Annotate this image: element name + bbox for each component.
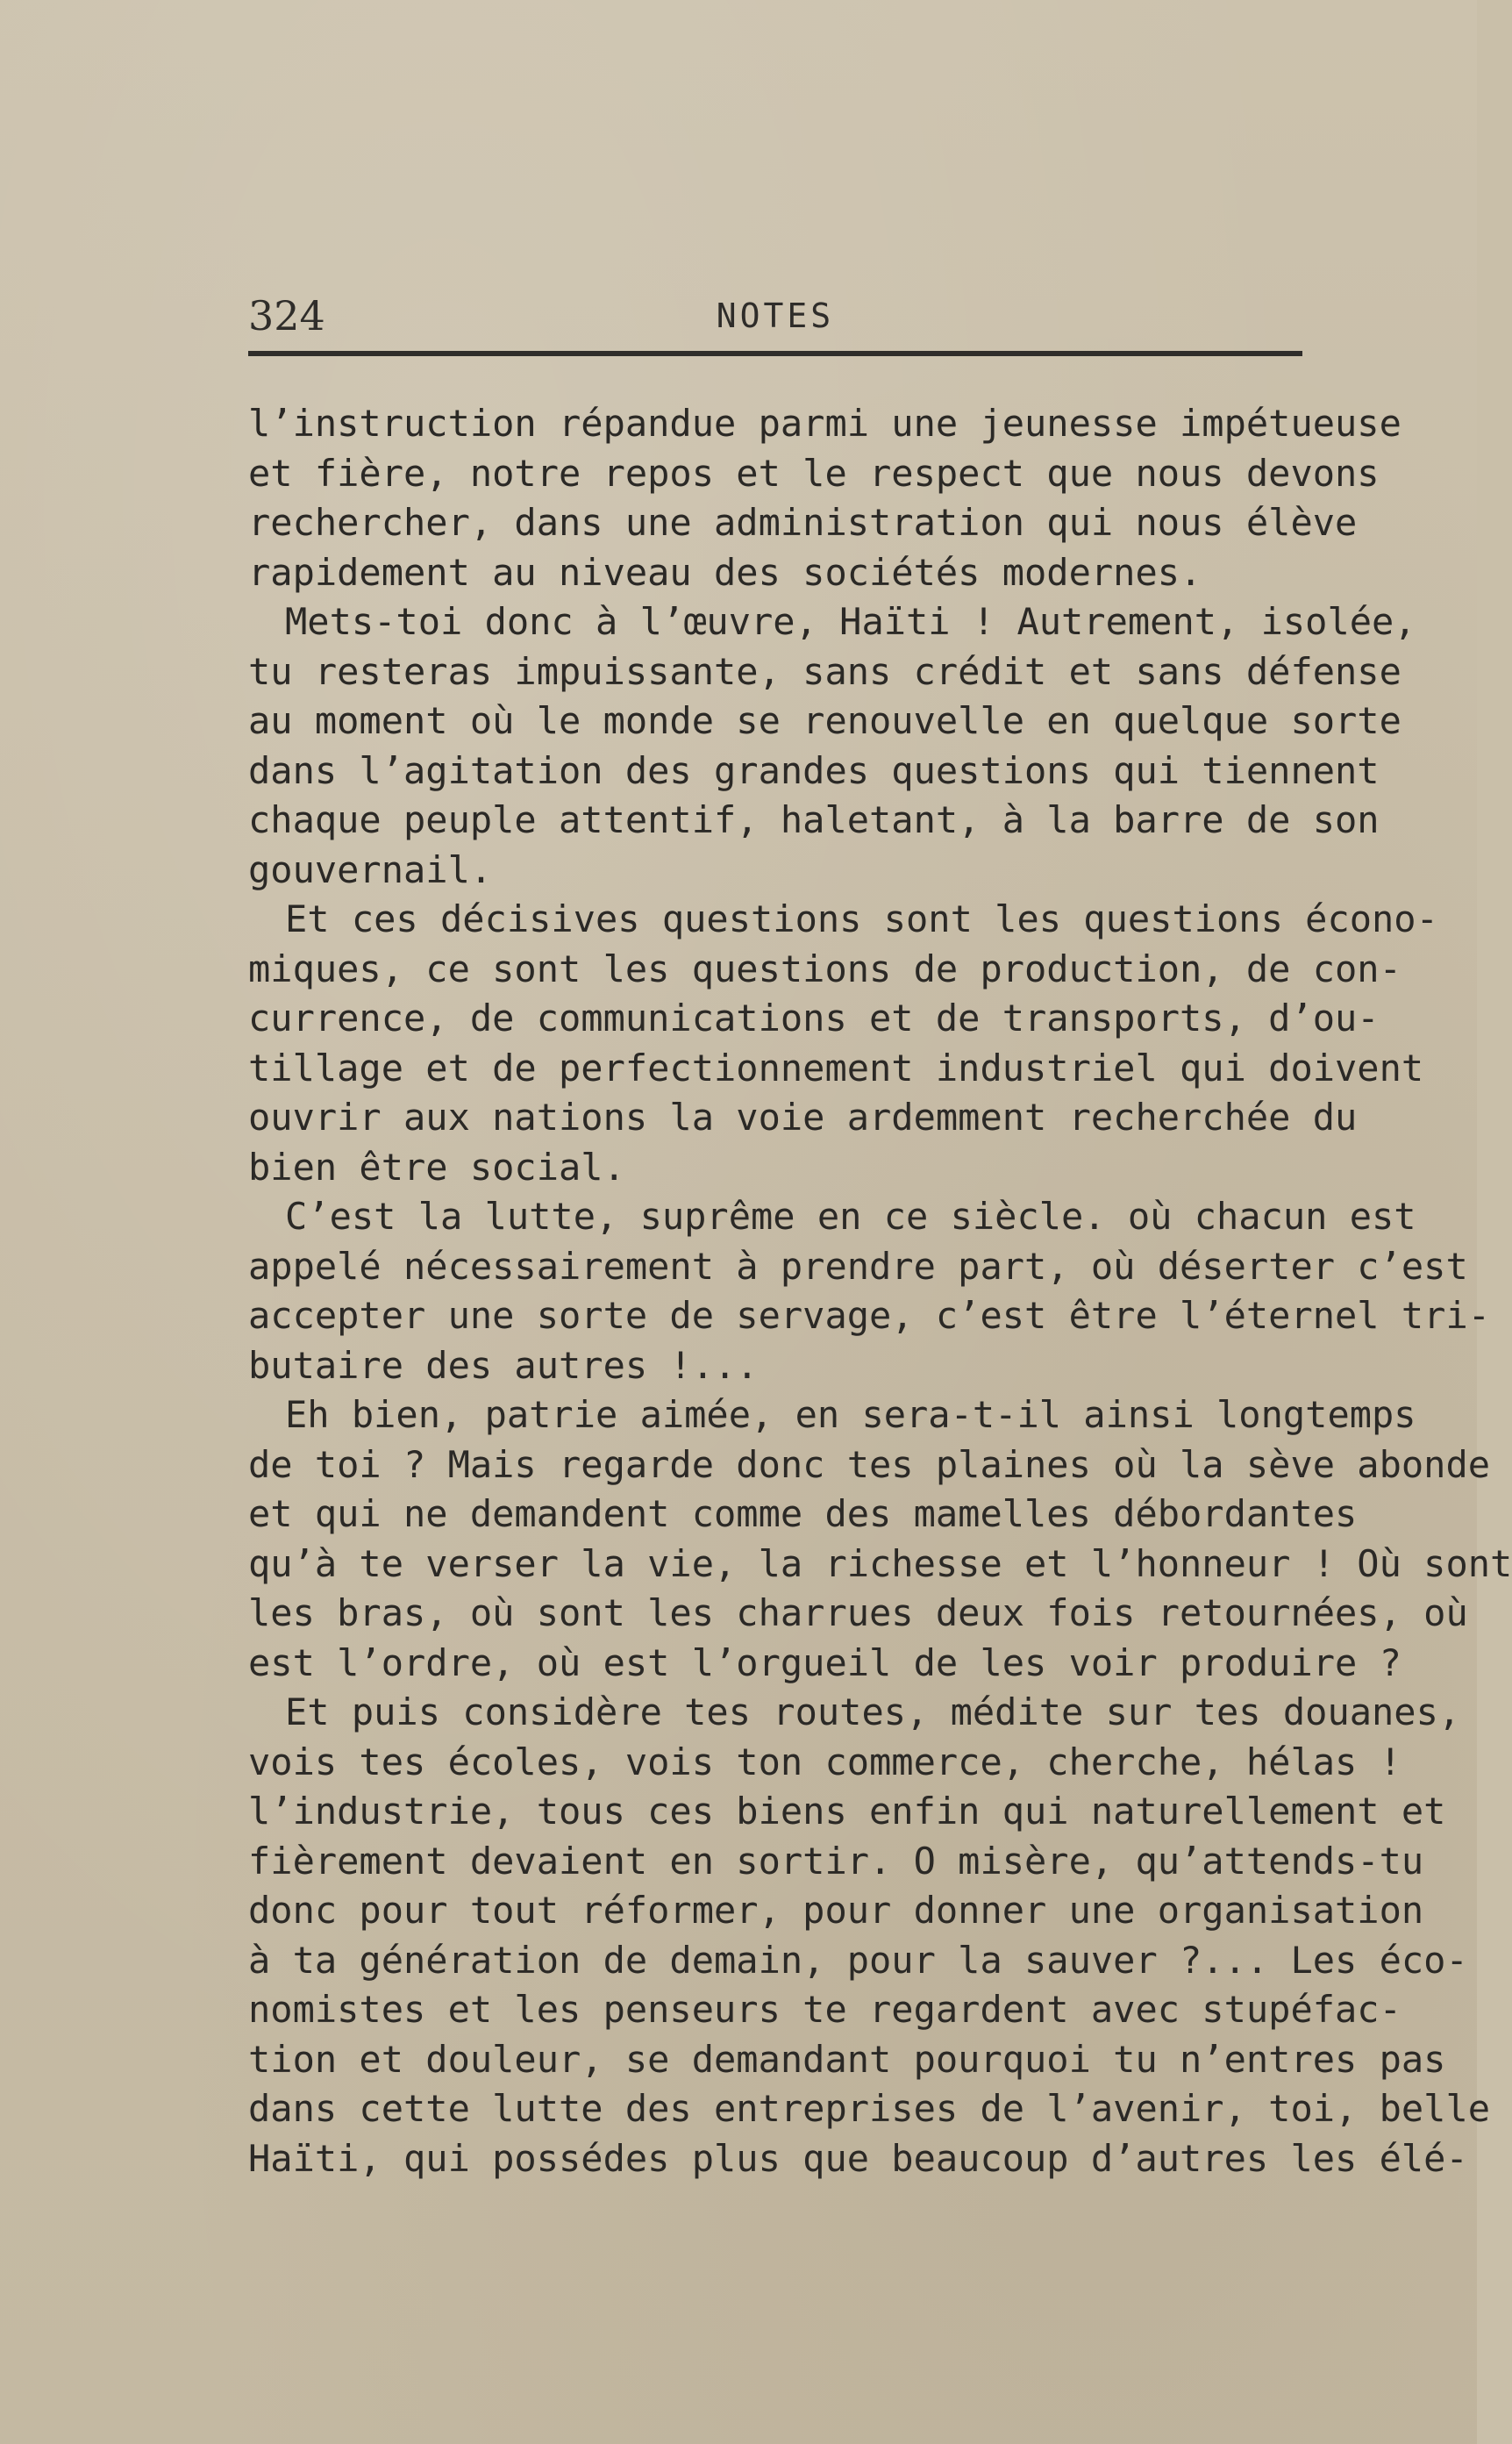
text-line: dans cette lutte des entreprises de l’avenir, toi, belle [248, 2087, 1491, 2130]
text-line: au moment où le monde se renouvelle en quelque sorte [248, 699, 1401, 742]
text-line: rechercher, dans une administration qui nous élève [248, 501, 1358, 544]
paragraph [248, 399, 1401, 597]
text-line: Eh bien, patrie aimée, en sera-t-il ainsi longtemps [285, 1393, 1416, 1436]
header-rule [248, 351, 1302, 356]
text-line: fièrement devaient en sortir. O misère, qu’attends-tu [248, 1839, 1424, 1883]
text-line: appelé nécessairement à prendre part, où déserter c’est [248, 1244, 1468, 1288]
text-line: tillage et de perfectionnement industriel qui doivent [248, 1046, 1424, 1090]
text-line: et fière, notre repos et le respect que nous devons [248, 451, 1380, 495]
text-line: Et puis considère tes routes, médite sur tes douanes, [285, 1690, 1461, 1733]
text-line: Mets-toi donc à l’œuvre, Haïti ! Autrement, isolée, [285, 600, 1416, 643]
running-title: NOTES [716, 297, 835, 335]
text-line: C’est la lutte, suprême en ce siècle. où chacun est [285, 1195, 1416, 1238]
text-line: nomistes et les penseurs te regardent avec stupéfac- [248, 1988, 1401, 2031]
text-line: miques, ce sont les questions de production, de con- [248, 947, 1401, 990]
text-line: butaire des autres !... [248, 1343, 759, 1387]
paragraph [248, 1390, 1512, 1688]
text-line: est l’ordre, où est l’orgueil de les voir produire ? [248, 1640, 1401, 1684]
text-line: l’instruction répandue parmi une jeunesse impétueuse [248, 402, 1401, 445]
text-line: à ta génération de demain, pour la sauver ?... Les éco- [248, 1938, 1468, 1982]
text-line: rapidement au niveau des sociétés modernes. [248, 550, 1202, 594]
paragraph [248, 895, 1438, 1192]
text-line: chaque peuple attentif, haletant, à la barre de son [248, 798, 1380, 841]
text-line: dans l’agitation des grandes questions qui tiennent [248, 748, 1380, 792]
text-line: gouvernail. [248, 847, 493, 891]
paragraph [248, 1192, 1491, 1390]
text-line: donc pour tout réformer, pour donner une organisation [248, 1889, 1424, 1932]
page-header [248, 289, 1302, 342]
page-number: 324 [248, 292, 325, 339]
text-line: et qui ne demandent comme des mamelles débordantes [248, 1492, 1358, 1535]
text-line: ouvrir aux nations la voie ardemment recherchée du [248, 1096, 1358, 1139]
text-line: bien être social. [248, 1145, 625, 1189]
text-line: l’industrie, tous ces biens enfin qui naturellement et [248, 1790, 1446, 1833]
text-line: Haïti, qui possédes plus que beaucoup d’autres les élé- [248, 2136, 1468, 2180]
body-text [248, 399, 1512, 2183]
paragraph [248, 597, 1416, 895]
text-line: les bras, où sont les charrues deux fois retournées, où [248, 1591, 1468, 1634]
text-line: tu resteras impuissante, sans crédit et sans défense [248, 649, 1401, 693]
text-line: vois tes écoles, vois ton commerce, cherche, hélas ! [248, 1740, 1401, 1783]
text-line: qu’à te verser la vie, la richesse et l’honneur ! Où sont [248, 1541, 1512, 1585]
text-line: currence, de communications et de transports, d’ou- [248, 997, 1380, 1040]
text-line: accepter une sorte de servage, c’est être l’éternel tri- [248, 1294, 1491, 1337]
text-line: Et ces décisives questions sont les questions écono- [285, 897, 1438, 940]
text-line: de toi ? Mais regarde donc tes plaines où la sève abonde [248, 1442, 1491, 1486]
text-line: tion et douleur, se demandant pourquoi tu n’entres pas [248, 2037, 1446, 2081]
paragraph [248, 1688, 1491, 2183]
